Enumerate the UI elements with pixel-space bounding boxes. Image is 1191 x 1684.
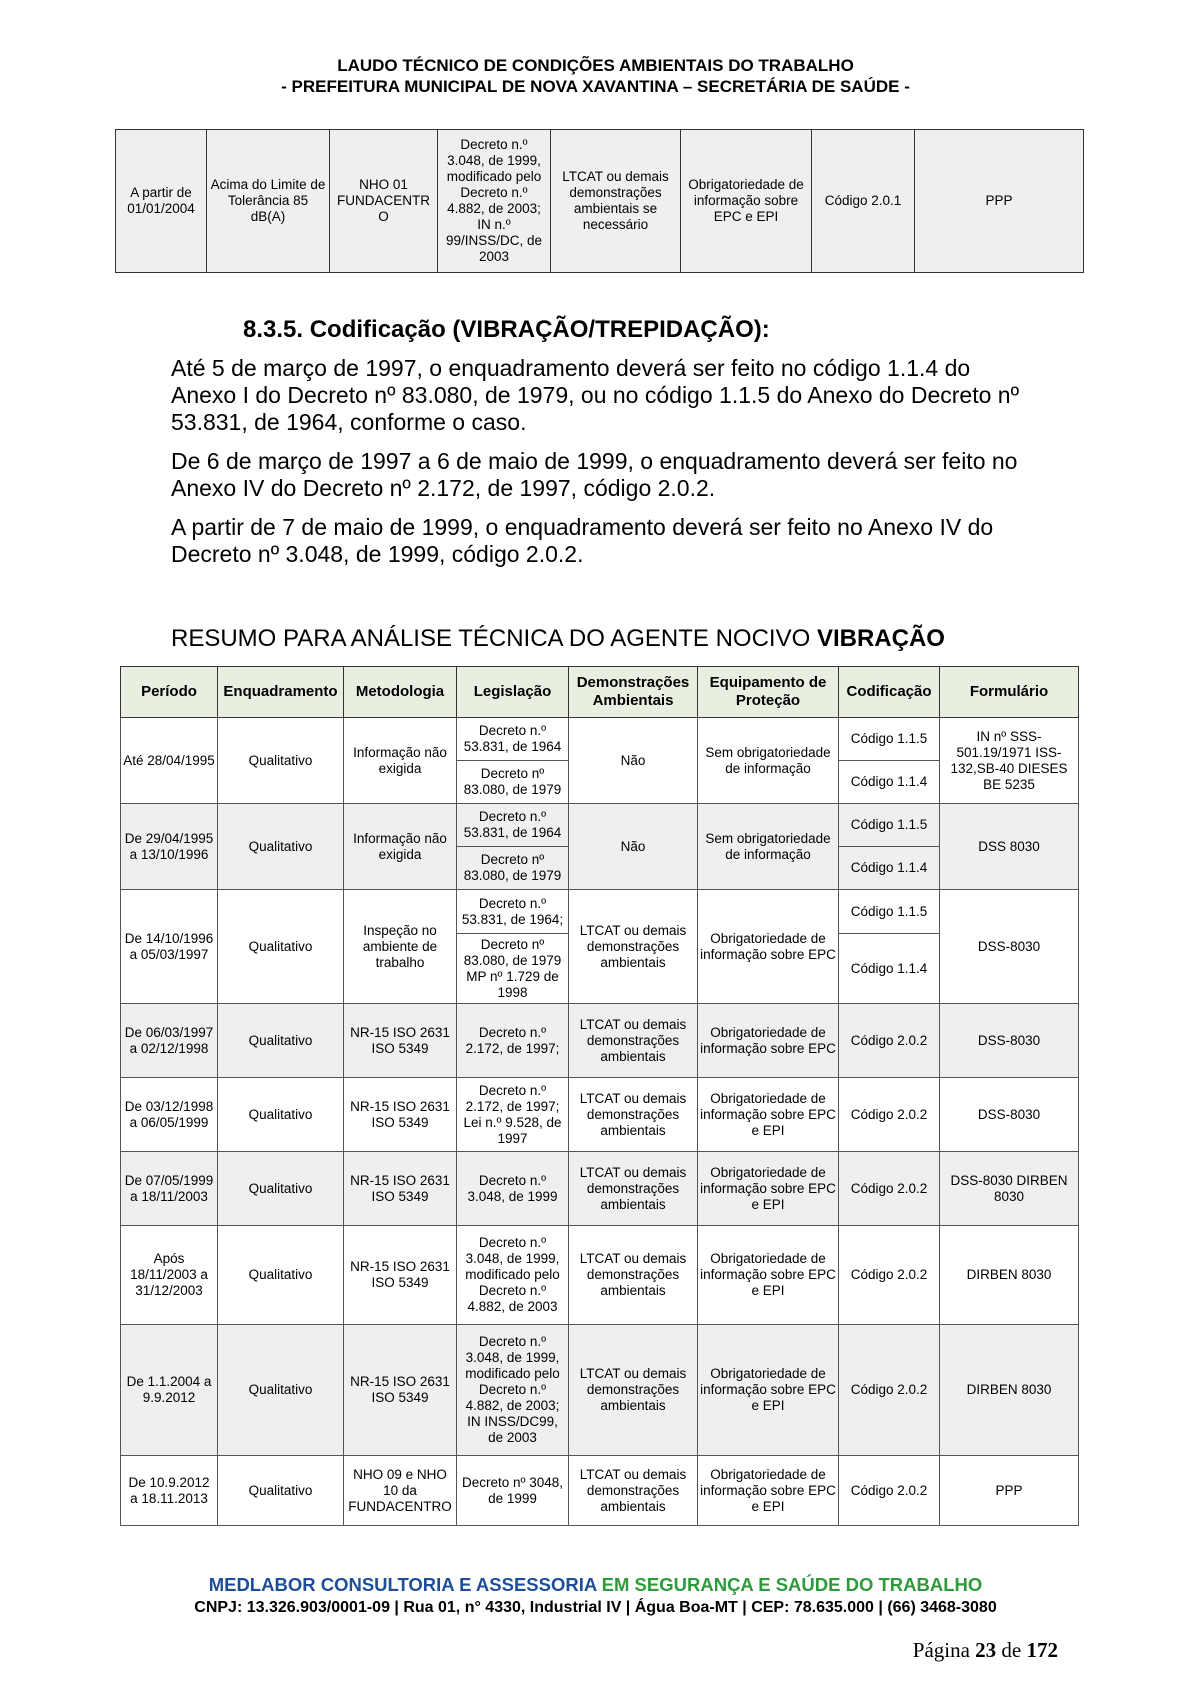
- footer-address: CNPJ: 13.326.903/0001-09 | Rua 01, n° 4330, Industrial IV | Água Boa-MT | CEP: 78.635.000 | (66) 3468-3080: [194, 1599, 997, 1616]
- legislacao-cell: Decreto nº 83.080, de 1979: [457, 761, 569, 804]
- demonstracoes-cell: LTCAT ou demais demonstrações ambientais: [569, 1078, 698, 1152]
- page-current: 23: [975, 1638, 997, 1662]
- table-row: [121, 1004, 1079, 1078]
- legislacao-cell: Decreto nº 3048, de 1999: [457, 1456, 569, 1526]
- legislacao-cell: Decreto n.º 2.172, de 1997;: [457, 1004, 569, 1078]
- enquadramento-cell: Qualitativo: [218, 1226, 344, 1325]
- equipamento-cell: Sem obrigatoriedade de informação: [698, 804, 839, 890]
- periodo-cell: Após 18/11/2003 a 31/12/2003: [121, 1226, 218, 1325]
- page-label: Página: [912, 1638, 976, 1662]
- periodo-cell: De 14/10/1996 a 05/03/1997: [121, 890, 218, 1004]
- codificacao-cell: Código 2.0.1: [812, 130, 915, 273]
- col-header: Metodologia: [344, 667, 457, 718]
- codificacao-cell: Código 1.1.4: [839, 934, 940, 1004]
- formulario-cell: DSS-8030 DIRBEN 8030: [940, 1152, 1079, 1226]
- table-row: [121, 804, 1079, 847]
- equipamento-cell: Obrigatoriedade de informação sobre EPC e EPI: [698, 1226, 839, 1325]
- codificacao-cell: Código 1.1.5: [839, 890, 940, 934]
- formulario-cell: PPP: [940, 1456, 1079, 1526]
- section-title: 8.3.5. Codificação (VIBRAÇÃO/TREPIDAÇÃO):: [243, 316, 770, 343]
- codificacao-cell: Código 1.1.4: [839, 847, 940, 890]
- codificacao-cell: Código 2.0.2: [839, 1226, 940, 1325]
- noise-summary-table: [115, 129, 1084, 273]
- formulario-cell: IN nº SSS-501.19/1971 ISS-132,SB-40 DIESES BE 5235: [940, 718, 1079, 804]
- codificacao-cell: Código 2.0.2: [839, 1325, 940, 1456]
- legislacao-cell: Decreto n.º 53.831, de 1964: [457, 804, 569, 847]
- metodologia-cell: NR-15 ISO 2631 ISO 5349: [344, 1325, 457, 1456]
- equipamento-cell: Obrigatoriedade de informação sobre EPC e EPI: [698, 1456, 839, 1526]
- table-row: [121, 1325, 1079, 1456]
- paragraph: De 6 de março de 1997 a 6 de maio de 1999, o enquadramento deverá ser feito no Anexo IV do Decreto nº 2.172, de 1997, código 2.0.2.: [171, 448, 1018, 501]
- metodologia-cell: Informação não exigida: [344, 804, 457, 890]
- table-row: [121, 890, 1079, 934]
- col-header: Equipamento de Proteção: [698, 667, 839, 718]
- table-row: [121, 1152, 1079, 1226]
- section-body: [171, 355, 1031, 580]
- periodo-cell: De 1.1.2004 a 9.9.2012: [121, 1325, 218, 1456]
- demonstracoes-cell: Não: [569, 804, 698, 890]
- equipamento-cell: Obrigatoriedade de informação sobre EPC: [698, 890, 839, 1004]
- legislacao-cell: Decreto n.º 3.048, de 1999: [457, 1152, 569, 1226]
- header-title: LAUDO TÉCNICO DE CONDIÇÕES AMBIENTAIS DO TRABALHO: [337, 56, 854, 75]
- legislacao-cell: Decreto n.º 53.831, de 1964;: [457, 890, 569, 934]
- formulario-cell: DSS-8030: [940, 1004, 1079, 1078]
- footer-company-name: MEDLABOR CONSULTORIA E ASSESSORIA: [208, 1574, 597, 1595]
- demonstracoes-cell: LTCAT ou demais demonstrações ambientais: [569, 1004, 698, 1078]
- enquadramento-cell: Qualitativo: [218, 1456, 344, 1526]
- resumo-agent: VIBRAÇÃO: [816, 625, 945, 652]
- table-row: [116, 130, 1084, 273]
- legislacao-cell: Decreto n.º 53.831, de 1964: [457, 718, 569, 761]
- enquadramento-cell: Acima do Limite de Tolerância 85 dB(A): [207, 130, 330, 273]
- periodo-cell: De 07/05/1999 a 18/11/2003: [121, 1152, 218, 1226]
- table-row: [121, 1456, 1079, 1526]
- codificacao-cell: Código 1.1.5: [839, 804, 940, 847]
- legislacao-cell: Decreto n.º 3.048, de 1999, modificado pelo Decreto n.º 4.882, de 2003; IN INSS/DC99, de 2003: [457, 1325, 569, 1456]
- formulario-cell: PPP: [915, 130, 1084, 273]
- resumo-prefix: RESUMO PARA ANÁLISE TÉCNICA DO AGENTE NOCIVO: [171, 625, 817, 652]
- codificacao-cell: Código 2.0.2: [839, 1152, 940, 1226]
- paragraph: Até 5 de março de 1997, o enquadramento deverá ser feito no código 1.1.4 do Anexo I do Decreto nº 83.080, de 1979, ou no código 1.1.5 do Anexo do Decreto nº 53.831, de 1964, conforme o caso.: [171, 355, 1019, 435]
- demonstracoes-cell: LTCAT ou demais demonstrações ambientais: [569, 1152, 698, 1226]
- demonstracoes-cell: LTCAT ou demais demonstrações ambientais se necessário: [551, 130, 681, 273]
- enquadramento-cell: Qualitativo: [218, 890, 344, 1004]
- equipamento-cell: Obrigatoriedade de informação sobre EPC e EPI: [698, 1325, 839, 1456]
- enquadramento-cell: Qualitativo: [218, 1325, 344, 1456]
- equipamento-cell: Obrigatoriedade de informação sobre EPC: [698, 1004, 839, 1078]
- page-number: [913, 1638, 1058, 1663]
- formulario-cell: DSS 8030: [940, 804, 1079, 890]
- enquadramento-cell: Qualitativo: [218, 718, 344, 804]
- equipamento-cell: Obrigatoriedade de informação sobre EPC e EPI: [698, 1078, 839, 1152]
- metodologia-cell: Informação não exigida: [344, 718, 457, 804]
- legislacao-cell: Decreto n.º 3.048, de 1999, modificado pelo Decreto n.º 4.882, de 2003; IN n.º 99/INSS/DC, de 2003: [438, 130, 551, 273]
- formulario-cell: DIRBEN 8030: [940, 1226, 1079, 1325]
- col-header: Codificação: [839, 667, 940, 718]
- enquadramento-cell: Qualitativo: [218, 1004, 344, 1078]
- periodo-cell: De 29/04/1995 a 13/10/1996: [121, 804, 218, 890]
- periodo-cell: De 06/03/1997 a 02/12/1998: [121, 1004, 218, 1078]
- vibration-summary-table: [120, 666, 1079, 1526]
- col-header: Legislação: [457, 667, 569, 718]
- paragraph: A partir de 7 de maio de 1999, o enquadramento deverá ser feito no Anexo IV do Decreto nº 3.048, de 1999, código 2.0.2.: [171, 514, 994, 567]
- metodologia-cell: NR-15 ISO 2631 ISO 5349: [344, 1004, 457, 1078]
- demonstracoes-cell: LTCAT ou demais demonstrações ambientais: [569, 890, 698, 1004]
- col-header: Período: [121, 667, 218, 718]
- enquadramento-cell: Qualitativo: [218, 804, 344, 890]
- enquadramento-cell: Qualitativo: [218, 1152, 344, 1226]
- legislacao-cell: Decreto n.º 3.048, de 1999, modificado pelo Decreto n.º 4.882, de 2003: [457, 1226, 569, 1325]
- equipamento-cell: Obrigatoriedade de informação sobre EPC e EPI: [681, 130, 812, 273]
- resumo-heading: [171, 625, 945, 653]
- table-header-row: [121, 667, 1079, 718]
- periodo-cell: De 10.9.2012 a 18.11.2013: [121, 1456, 218, 1526]
- formulario-cell: DSS-8030: [940, 1078, 1079, 1152]
- codificacao-cell: Código 2.0.2: [839, 1456, 940, 1526]
- periodo-cell: Até 28/04/1995: [121, 718, 218, 804]
- header-subtitle: - PREFEITURA MUNICIPAL DE NOVA XAVANTINA – SECRETÁRIA DE SAÚDE -: [281, 77, 910, 96]
- metodologia-cell: NR-15 ISO 2631 ISO 5349: [344, 1078, 457, 1152]
- enquadramento-cell: Qualitativo: [218, 1078, 344, 1152]
- page-total: 172: [1026, 1638, 1058, 1662]
- col-header: Demonstrações Ambientais: [569, 667, 698, 718]
- legislacao-cell: Decreto nº 83.080, de 1979: [457, 847, 569, 890]
- metodologia-cell: NR-15 ISO 2631 ISO 5349: [344, 1226, 457, 1325]
- codificacao-cell: Código 1.1.5: [839, 718, 940, 761]
- col-header: Enquadramento: [218, 667, 344, 718]
- table-row: [121, 1226, 1079, 1325]
- codificacao-cell: Código 2.0.2: [839, 1078, 940, 1152]
- codificacao-cell: Código 1.1.4: [839, 761, 940, 804]
- demonstracoes-cell: LTCAT ou demais demonstrações ambientais: [569, 1226, 698, 1325]
- page-of: de: [996, 1638, 1027, 1662]
- table-row: [121, 1078, 1079, 1152]
- demonstracoes-cell: LTCAT ou demais demonstrações ambientais: [569, 1325, 698, 1456]
- footer-company: [0, 1574, 1191, 1596]
- legislacao-cell: Decreto n.º 2.172, de 1997; Lei n.º 9.528, de 1997: [457, 1078, 569, 1152]
- formulario-cell: DSS-8030: [940, 890, 1079, 1004]
- codificacao-cell: Código 2.0.2: [839, 1004, 940, 1078]
- document-header: [0, 55, 1191, 97]
- demonstracoes-cell: LTCAT ou demais demonstrações ambientais: [569, 1456, 698, 1526]
- metodologia-cell: Inspeção no ambiente de trabalho: [344, 890, 457, 1004]
- footer-company-area: EM SEGURANÇA E SAÚDE DO TRABALHO: [596, 1574, 983, 1595]
- equipamento-cell: Sem obrigatoriedade de informação: [698, 718, 839, 804]
- periodo-cell: De 03/12/1998 a 06/05/1999: [121, 1078, 218, 1152]
- metodologia-cell: NR-15 ISO 2631 ISO 5349: [344, 1152, 457, 1226]
- periodo-cell: A partir de 01/01/2004: [116, 130, 207, 273]
- legislacao-cell: Decreto nº 83.080, de 1979 MP nº 1.729 de 1998: [457, 934, 569, 1004]
- metodologia-cell: NHO 01 FUNDACENTRO: [330, 130, 438, 273]
- demonstracoes-cell: Não: [569, 718, 698, 804]
- table-row: [121, 718, 1079, 761]
- equipamento-cell: Obrigatoriedade de informação sobre EPC e EPI: [698, 1152, 839, 1226]
- col-header: Formulário: [940, 667, 1079, 718]
- metodologia-cell: NHO 09 e NHO 10 da FUNDACENTRO: [344, 1456, 457, 1526]
- formulario-cell: DIRBEN 8030: [940, 1325, 1079, 1456]
